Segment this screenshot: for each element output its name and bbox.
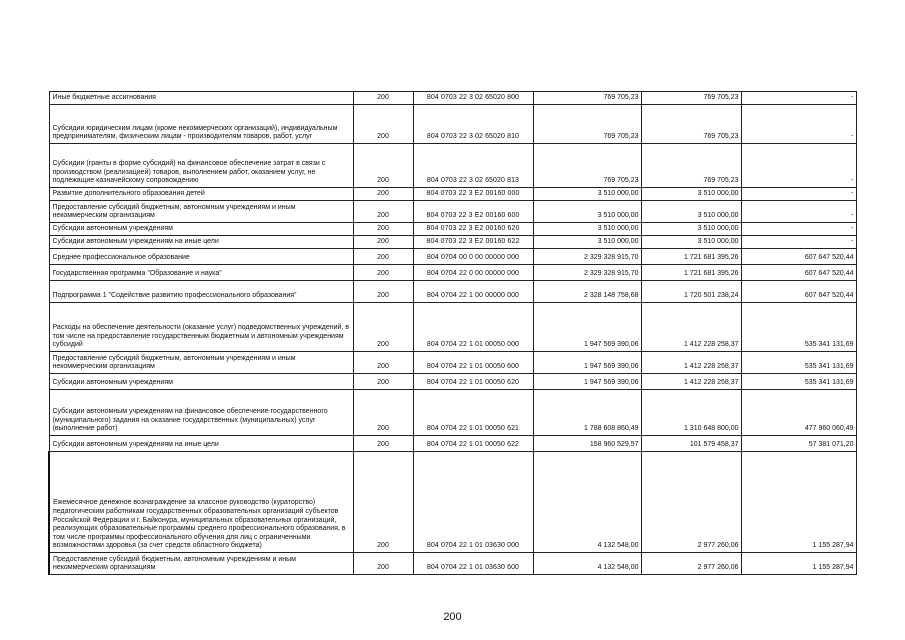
row-budget-code: 804 0703 22 3 02 65020 810	[413, 105, 533, 144]
row-budget-code: 804 0704 22 1 01 03630 600	[413, 553, 533, 575]
row-name: Подпрограмма 1 "Содействие развитию профессионального образования"	[49, 281, 353, 303]
row-admin-code: 200	[353, 452, 413, 553]
row-admin-code: 200	[353, 223, 413, 236]
row-admin-code: 200	[353, 105, 413, 144]
row-executed-amount: 769 705,23	[641, 92, 741, 105]
table-row	[49, 281, 856, 303]
row-executed-amount: 1 310 648 800,00	[641, 390, 741, 436]
row-name: Субсидии автономным учреждениям	[49, 374, 353, 390]
table-row	[49, 452, 856, 553]
row-name: Ежемесячное денежное вознаграждение за классное руководство (кураторство) педагогическим работникам государственных образовательных организаций субъектов Российской Федерации и г. Байконура, муниципальных образовательных организаций, реализующих образовательные программы среднего профессионального образования, в том числе программы профессионального обучения для лиц с ограниченными возможностями здоровья (за счет средств областного бюджета)	[49, 452, 353, 553]
row-unexecuted-amount: -	[741, 105, 856, 144]
row-executed-amount: 1 412 228 258,37	[641, 352, 741, 374]
row-approved-amount: 1 947 569 390,06	[533, 352, 641, 374]
row-unexecuted-amount: -	[741, 223, 856, 236]
row-approved-amount: 2 329 328 915,70	[533, 265, 641, 281]
row-budget-code: 804 0704 22 1 01 00050 000	[413, 303, 533, 352]
row-approved-amount: 1 788 608 860,49	[533, 390, 641, 436]
table-row	[49, 105, 856, 144]
row-executed-amount: 769 705,23	[641, 105, 741, 144]
row-executed-amount: 3 510 000,00	[641, 188, 741, 201]
row-approved-amount: 3 510 000,00	[533, 201, 641, 223]
row-executed-amount: 3 510 000,00	[641, 201, 741, 223]
row-name: Субсидии (гранты в форме субсидий) на финансовое обеспечение затрат в связи с производством (реализацией) товаров, выполнением работ, оказанием услуг, не подлежащие казначейскому сопровождению	[49, 144, 353, 188]
row-unexecuted-amount: -	[741, 236, 856, 249]
row-unexecuted-amount: -	[741, 201, 856, 223]
row-admin-code: 200	[353, 265, 413, 281]
row-name: Расходы на обеспечение деятельности (оказание услуг) подведомственных учреждений, в том числе на предоставление государственным бюджетным и автономным учреждениям субсидий	[49, 303, 353, 352]
row-approved-amount: 3 510 000,00	[533, 236, 641, 249]
table-row	[49, 92, 856, 105]
row-unexecuted-amount: -	[741, 92, 856, 105]
table-row	[49, 236, 856, 249]
row-budget-code: 804 0704 22 1 01 00050 622	[413, 436, 533, 452]
row-unexecuted-amount: 607 647 520,44	[741, 249, 856, 265]
row-name: Развитие дополнительного образования детей	[49, 188, 353, 201]
row-budget-code: 804 0703 22 3 E2 00160 620	[413, 223, 533, 236]
row-admin-code: 200	[353, 352, 413, 374]
row-executed-amount: 1 721 681 395,26	[641, 249, 741, 265]
row-admin-code: 200	[353, 390, 413, 436]
table-row	[49, 144, 856, 188]
row-unexecuted-amount: -	[741, 144, 856, 188]
row-name: Субсидии автономным учреждениям	[49, 223, 353, 236]
row-admin-code: 200	[353, 144, 413, 188]
row-admin-code: 200	[353, 92, 413, 105]
row-name: Субсидии автономным учреждениям на иные цели	[49, 436, 353, 452]
row-unexecuted-amount: 535 341 131,69	[741, 303, 856, 352]
table-row	[49, 249, 856, 265]
table-row	[49, 303, 856, 352]
row-unexecuted-amount: 1 155 287,94	[741, 553, 856, 575]
row-budget-code: 804 0704 22 1 00 00000 000	[413, 281, 533, 303]
row-approved-amount: 3 510 000,00	[533, 188, 641, 201]
row-admin-code: 200	[353, 281, 413, 303]
row-unexecuted-amount: 57 381 071,20	[741, 436, 856, 452]
row-admin-code: 200	[353, 374, 413, 390]
row-budget-code: 804 0703 22 3 E2 00160 000	[413, 188, 533, 201]
row-approved-amount: 158 960 529,57	[533, 436, 641, 452]
row-admin-code: 200	[353, 553, 413, 575]
table-row	[49, 188, 856, 201]
table-row	[49, 223, 856, 236]
row-budget-code: 804 0703 22 3 E2 00160 622	[413, 236, 533, 249]
row-budget-code: 804 0703 22 3 E2 00160 600	[413, 201, 533, 223]
row-unexecuted-amount: 1 155 287,94	[741, 452, 856, 553]
row-budget-code: 804 0703 22 3 02 65020 800	[413, 92, 533, 105]
table-row	[49, 265, 856, 281]
row-executed-amount: 2 977 260,06	[641, 452, 741, 553]
row-admin-code: 200	[353, 236, 413, 249]
row-budget-code: 804 0704 22 1 01 00050 600	[413, 352, 533, 374]
row-budget-code: 804 0704 00 0 00 00000 000	[413, 249, 533, 265]
row-admin-code: 200	[353, 303, 413, 352]
row-unexecuted-amount: 535 341 131,69	[741, 352, 856, 374]
row-approved-amount: 4 132 548,00	[533, 452, 641, 553]
row-executed-amount: 3 510 000,00	[641, 223, 741, 236]
row-budget-code: 804 0704 22 1 01 00050 621	[413, 390, 533, 436]
table-row	[49, 352, 856, 374]
row-executed-amount: 769 705,23	[641, 144, 741, 188]
row-unexecuted-amount: 607 647 520,44	[741, 281, 856, 303]
row-approved-amount: 769 705,23	[533, 92, 641, 105]
row-executed-amount: 1 412 228 258,37	[641, 374, 741, 390]
row-name: Субсидии автономным учреждениям на финансовое обеспечение государственного (муниципального) задания на оказание государственных (муниципальных) услуг (выполнение работ)	[49, 390, 353, 436]
row-admin-code: 200	[353, 201, 413, 223]
table-row	[49, 390, 856, 436]
row-admin-code: 200	[353, 249, 413, 265]
row-approved-amount: 2 329 328 915,70	[533, 249, 641, 265]
row-budget-code: 804 0704 22 1 01 00050 620	[413, 374, 533, 390]
row-approved-amount: 3 510 000,00	[533, 223, 641, 236]
row-unexecuted-amount: 607 647 520,44	[741, 265, 856, 281]
row-executed-amount: 1 412 228 258,37	[641, 303, 741, 352]
budget-table-body	[49, 92, 856, 575]
row-name: Субсидии юридическим лицам (кроме некоммерческих организаций), индивидуальным предпринимателям, физическим лицам - производителям товаров, работ, услуг	[49, 105, 353, 144]
row-approved-amount: 4 132 548,00	[533, 553, 641, 575]
row-approved-amount: 769 705,23	[533, 144, 641, 188]
row-approved-amount: 769 705,23	[533, 105, 641, 144]
row-approved-amount: 2 328 148 758,68	[533, 281, 641, 303]
table-row	[49, 201, 856, 223]
table-row	[49, 374, 856, 390]
row-executed-amount: 1 720 501 238,24	[641, 281, 741, 303]
row-unexecuted-amount: -	[741, 188, 856, 201]
row-approved-amount: 1 947 569 390,06	[533, 303, 641, 352]
row-budget-code: 804 0704 22 0 00 00000 000	[413, 265, 533, 281]
row-unexecuted-amount: 535 341 131,69	[741, 374, 856, 390]
row-name: Предоставление субсидий бюджетным, автономным учреждениям и иным некоммерческим организациям	[49, 201, 353, 223]
row-executed-amount: 101 579 458,37	[641, 436, 741, 452]
row-name: Иные бюджетные ассигнования	[49, 92, 353, 105]
table-row	[49, 436, 856, 452]
row-name: Государственная программа "Образование и наука"	[49, 265, 353, 281]
table-row	[49, 553, 856, 575]
page-number: 200	[443, 611, 462, 623]
row-approved-amount: 1 947 569 390,06	[533, 374, 641, 390]
row-name: Среднее профессиональное образование	[49, 249, 353, 265]
budget-table	[48, 91, 857, 575]
row-executed-amount: 1 721 681 395,26	[641, 265, 741, 281]
row-admin-code: 200	[353, 188, 413, 201]
row-admin-code: 200	[353, 436, 413, 452]
row-unexecuted-amount: 477 960 060,49	[741, 390, 856, 436]
row-executed-amount: 3 510 000,00	[641, 236, 741, 249]
row-name: Предоставление субсидий бюджетным, автономным учреждениям и иным некоммерческим организациям	[49, 352, 353, 374]
row-name: Предоставление субсидий бюджетным, автономным учреждениям и иным некоммерческим организациям	[49, 553, 353, 575]
row-executed-amount: 2 977 260,06	[641, 553, 741, 575]
row-budget-code: 804 0704 22 1 01 03630 000	[413, 452, 533, 553]
row-name: Субсидии автономным учреждениям на иные цели	[49, 236, 353, 249]
row-budget-code: 804 0703 22 3 02 65020 813	[413, 144, 533, 188]
